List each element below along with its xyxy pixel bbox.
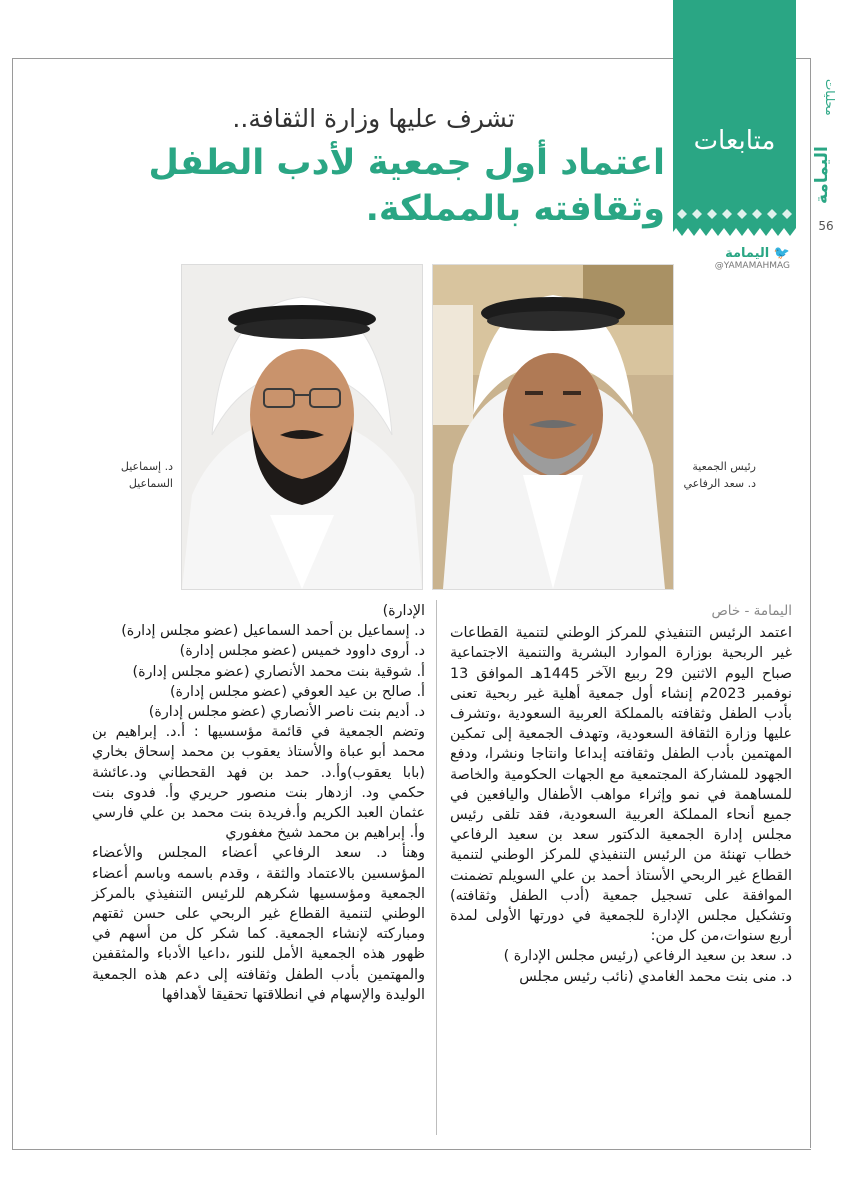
article-paragraph: وهنأ د. سعد الرفاعي أعضاء المجلس والأعضاء المؤسسين بالاعتماد والثقة ، وقدم باسمه وباسم أعضاء الجمعية ومؤسسيها شكرهم للرئيس التنفيذي بالمركز الوطني لتنمية القطاع غير الربحي على حسن ثقتهم ومباركته لإنشاء الجمعية. كما شكر كل من أسهم في ظهور هذه الجمعية الأمل للنور ،داعيا الأدباء والمثقفين والمهتمين بأدب الطفل وثقافته إلى دعم هذه الجمعية الوليدة والإسهام في انطلاقتها تحقيقا لأهدافها	[92, 845, 425, 1003]
social-badge	[690, 246, 790, 271]
board-member-item: أ. صالح بن عيد العوفي (عضو مجلس إدارة)	[169, 683, 425, 700]
column-divider	[436, 600, 437, 1135]
caption-right-line2: د. سعد الرفاعي	[683, 477, 756, 490]
social-logo	[690, 246, 790, 261]
caption-ismail-alsamaeel	[95, 458, 173, 492]
section-tab-label: متابعات	[693, 126, 776, 156]
article-column-left	[92, 601, 425, 1005]
article-paragraph: وتضم الجمعية في قائمة مؤسسيها : أ.د. إبراهيم بن محمد أبو عباة والأستاذ يعقوب بن محمد إسحاق بخاري (بابا يعقوب)وأ.د. حمد بن فهد القحطاني ود.عائشة حكمي ود. ازدهار بنت منصور حريري وأ. فدوى بنت عثمان العبد الكريم وأ.فريدة بنت محمد بن علي فارسي وأ. إبراهيم بن محمد شيخ مغفوري	[92, 724, 425, 842]
board-member-item: د. سعد بن سعيد الرفاعي (رئيس مجلس الإدارة )	[503, 948, 792, 965]
caption-left-line1: د. إسماعيل	[120, 460, 173, 473]
board-member-item: د. منى بنت محمد الغامدي (نائب رئيس مجلس	[519, 968, 792, 985]
social-logo-text: اليمامة	[725, 246, 770, 261]
caption-right-line1: رئيس الجمعية	[692, 460, 756, 473]
board-member-item: أ. شوقية بنت محمد الأنصاري (عضو مجلس إدارة)	[132, 663, 425, 680]
portrait-illustration-right	[433, 265, 673, 589]
magazine-name: اليمامة	[812, 146, 832, 204]
twitter-bird-icon: 🐦	[773, 246, 790, 261]
article-subtitle: تشرف عليها وزارة الثقافة..	[232, 104, 515, 133]
section-label: محليات	[823, 78, 837, 116]
social-handle: @YAMAMAHMAG	[714, 261, 790, 271]
board-member-item: د. أديم بنت ناصر الأنصاري (عضو مجلس إدارة)	[148, 704, 425, 721]
article-paragraph: اعتمد الرئيس التنفيذي للمركز الوطني لتنمية القطاعات غير الربحية بوزارة الموارد البشرية والتنمية الاجتماعية صباح اليوم الاثنين 29 ربيع الآخر 1445هـ الموافق 13 نوفمبر 2023م إنشاء أول جمعية أهلية غير ربحية تعنى بأدب الطفل وثقافته بالمملكة العربية السعودية ،وتشرف عليها وزارة الثقافة السعودية، وتهدف الجمعية إلى تمكين المهتمين بأدب الطفل وثقافته إبداعا وانتاجا ونشرا، ودفع الجهود للمشاركة المجتمعية مع الجهات الحكومية والخاصة للمساهمة في نمو وإثراء مواهب الأطفال واليافعين في جميع أنحاء المملكة العربية السعودية، فقد تلقى رئيس مجلس إدارة الجمعية الدكتور سعد بن سعيد الرفاعي خطاب تهنئة من الرئيس التنفيذي للمركز الوطني لتنمية القطاع غير الربحي الأستاذ أحمد بن علي السويلم تضمنت الموافقة على تسجيل جمعية (أدب الطفل وثقافته) وتشكيل مجلس الإدارة للجمعية في دورتها الأولى لمدة أربع سنوات،من كل من:	[450, 625, 792, 945]
portrait-saad-alrifai	[432, 264, 674, 590]
portrait-ismail-alsamaeel	[181, 264, 423, 590]
portrait-illustration-left	[182, 265, 422, 589]
tab-zigzag-edge	[673, 226, 796, 238]
article-dateline: اليمامة - خاص	[711, 603, 792, 619]
board-member-item: د. إسماعيل بن أحمد السماعيل (عضو مجلس إدارة)	[121, 623, 425, 640]
page-number: 56	[818, 219, 834, 233]
caption-left-line2: السماعيل	[128, 477, 173, 490]
section-tab	[673, 0, 796, 226]
board-member-item: د. أروى داوود خميس (عضو مجلس إدارة)	[179, 643, 425, 660]
article-headline: اعتماد أول جمعية لأدب الطفل وثقافته بالمملكة.	[148, 143, 665, 229]
magazine-logo	[812, 135, 840, 215]
caption-saad-alrifai	[678, 458, 756, 492]
article-column-right	[450, 601, 792, 987]
tab-pattern-decoration	[673, 206, 796, 222]
continued-text: الإدارة)	[382, 603, 425, 619]
